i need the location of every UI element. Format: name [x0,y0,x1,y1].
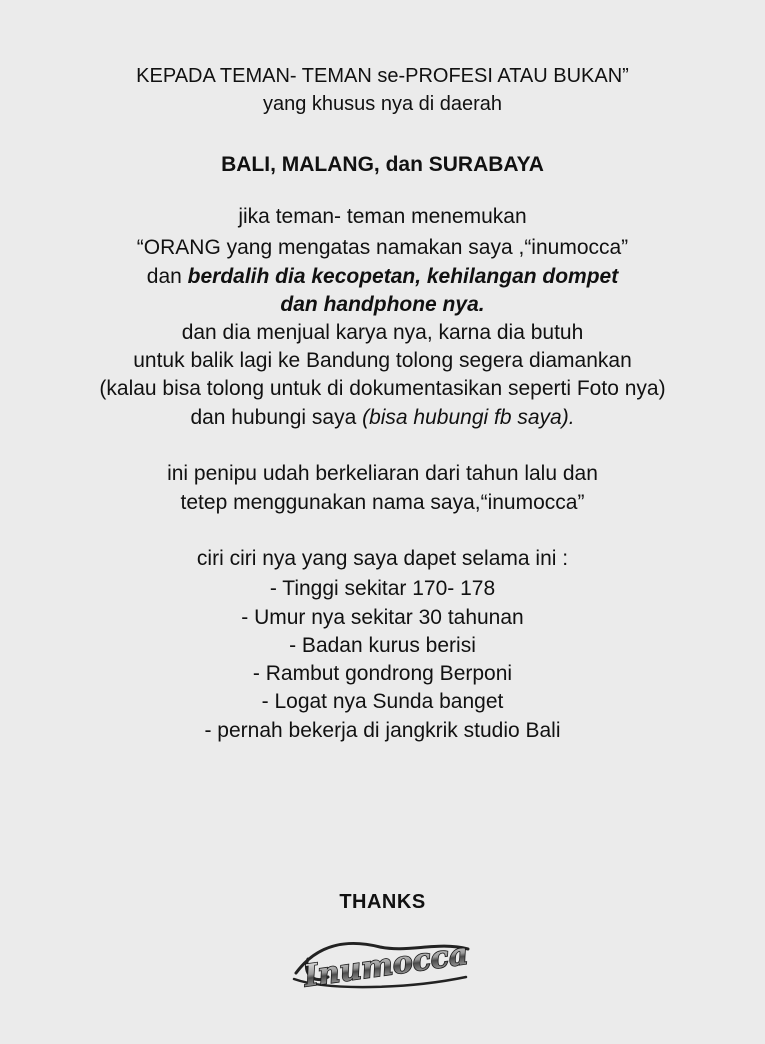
paragraph1-line-5: dan dia menjual karya nya, karna dia butuh [181,321,584,344]
paragraph1-line-8 [0,407,765,428]
trait-item: - Badan kurus berisi [289,634,476,657]
paragraph1-line-3 [0,266,765,287]
paragraph1-line-6: untuk balik lagi ke Bandung tolong segera diamankan [133,349,632,372]
regions-heading: BALI, MALANG, dan SURABAYA [221,153,544,176]
trait-item: - Logat nya Sunda banget [261,690,504,713]
paragraph1-line-4: dan handphone nya. [280,293,485,316]
signature-logo-text: Inumocca [301,936,471,995]
paragraph1-line-8-prefix: dan hubungi saya [190,406,363,429]
traits-intro: ciri ciri nya yang saya dapet selama ini : [196,547,569,570]
paragraph2-line-1: ini penipu udah berkeliaran dari tahun lalu dan [167,462,598,485]
trait-item: - Rambut gondrong Berponi [252,662,513,685]
trait-item: - Tinggi sekitar 170- 178 [269,577,496,600]
inumocca-signature-logo [288,933,478,995]
paragraph1-line-3-emphasis: berdalih dia kecopetan, kehilangan dompet [187,265,619,288]
header-line-2: yang khusus nya di daerah [262,93,503,115]
trait-item: - Umur nya sekitar 30 tahunan [241,606,524,629]
paragraph1-line-3-prefix: dan [146,265,188,288]
paragraph1-line-2: “ORANG yang mengatas namakan saya ,“inumocca” [136,236,629,259]
paragraph1-line-1: jika teman- teman menemukan [238,205,527,228]
paragraph1-line-8-emphasis: (bisa hubungi fb saya). [362,406,575,429]
paragraph1-line-7: (kalau bisa tolong untuk di dokumentasikan seperti Foto nya) [99,377,666,400]
header-line-1: KEPADA TEMAN- TEMAN se-PROFESI ATAU BUKAN” [136,65,629,87]
thanks-text: THANKS [339,891,426,913]
trait-item: - pernah bekerja di jangkrik studio Bali [204,719,561,742]
paragraph2-line-2: tetep menggunakan nama saya,“inumocca” [180,491,585,514]
